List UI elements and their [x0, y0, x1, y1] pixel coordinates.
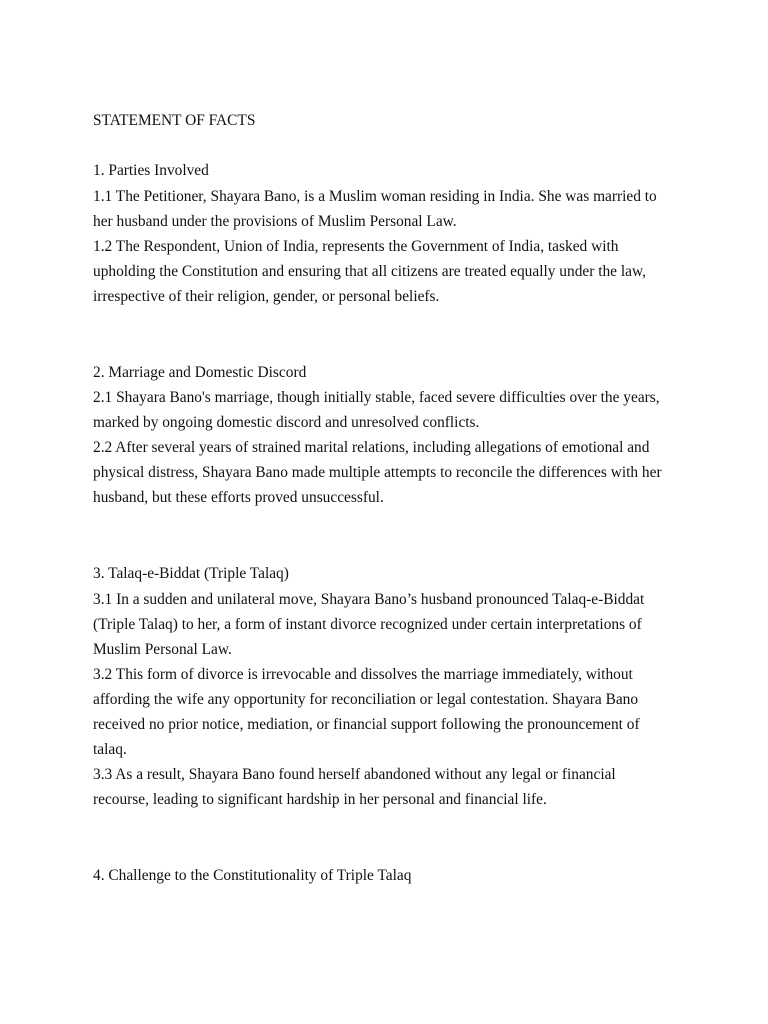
paragraph-line: 1.2 The Respondent, Union of India, represents the Government of India, tasked with: [93, 238, 619, 255]
paragraph-line: 2.2 After several years of strained marital relations, including allegations of emotional and: [93, 439, 650, 456]
paragraph-line: upholding the Constitution and ensuring that all citizens are treated equally under the law,: [93, 263, 646, 280]
paragraph-line: 3.3 As a result, Shayara Bano found herself abandoned without any legal or financial: [93, 766, 616, 783]
paragraph-line: (Triple Talaq) to her, a form of instant divorce recognized under certain interpretations of: [93, 616, 642, 633]
paragraph-line: talaq.: [93, 741, 127, 758]
paragraph-line: recourse, leading to significant hardship in her personal and financial life.: [93, 791, 547, 808]
paragraph-line: her husband under the provisions of Muslim Personal Law.: [93, 213, 457, 230]
paragraph-line: received no prior notice, mediation, or financial support following the pronouncement of: [93, 716, 640, 733]
paragraph-line: 1.1 The Petitioner, Shayara Bano, is a Muslim woman residing in India. She was married to: [93, 188, 657, 205]
section-heading-talaq-e-biddat: 3. Talaq-e-Biddat (Triple Talaq): [93, 565, 289, 582]
paragraph-line: physical distress, Shayara Bano made multiple attempts to reconcile the differences with her: [93, 464, 662, 481]
paragraph-line: husband, but these efforts proved unsuccessful.: [93, 489, 384, 506]
paragraph-line: irrespective of their religion, gender, or personal beliefs.: [93, 288, 440, 305]
section-heading-parties-involved: 1. Parties Involved: [93, 162, 209, 179]
paragraph-line: 3.1 In a sudden and unilateral move, Shayara Bano’s husband pronounced Talaq-e-Biddat: [93, 591, 645, 608]
paragraph-line: Muslim Personal Law.: [93, 641, 232, 658]
paragraph-line: affording the wife any opportunity for reconciliation or legal contestation. Shayara Bano: [93, 691, 639, 708]
section-heading-marriage-domestic-discord: 2. Marriage and Domestic Discord: [93, 364, 307, 381]
section-heading-constitutionality-challenge: 4. Challenge to the Constitutionality of Triple Talaq: [93, 867, 412, 884]
paragraph-line: 3.2 This form of divorce is irrevocable and dissolves the marriage immediately, without: [93, 666, 633, 683]
document-title: STATEMENT OF FACTS: [93, 112, 256, 129]
paragraph-line: 2.1 Shayara Bano's marriage, though initially stable, faced severe difficulties over the years,: [93, 389, 660, 406]
paragraph-line: marked by ongoing domestic discord and unresolved conflicts.: [93, 414, 480, 431]
